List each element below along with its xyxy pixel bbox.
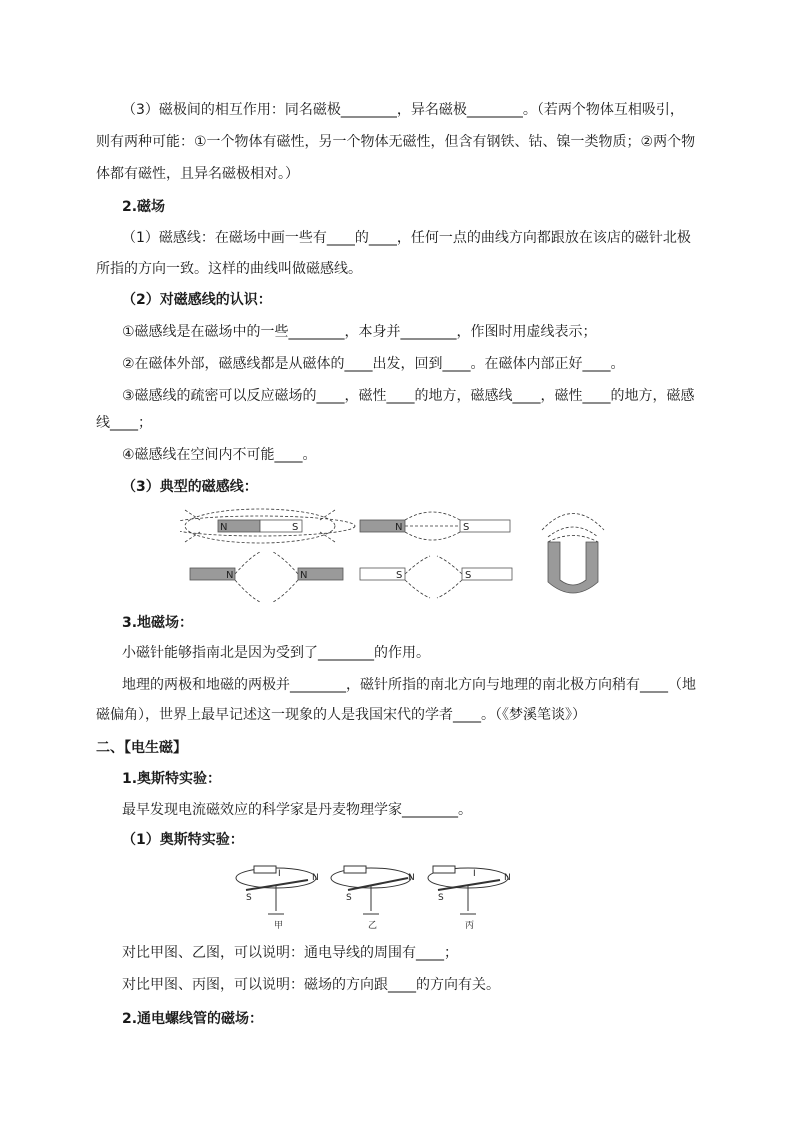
para-geo-2: 地理的两极和地磁的两极并________，磁针所指的南北方向与地理的南北极方向稍有____（地: [122, 677, 696, 693]
item-4: ④磁感线在空间内不可能____。: [122, 447, 317, 463]
svg-text:I: I: [473, 869, 476, 879]
item-2: ②在磁体外部，磁感线都是从磁体的____出发，回到____。在磁体内部正好____。: [122, 356, 625, 372]
svg-text:N: N: [408, 873, 415, 883]
para-compare-2: 对比甲图、丙图，可以说明：磁场的方向跟____的方向有关。: [122, 977, 500, 993]
item-3-line-1: ③磁感线的疏密可以反应磁场的____，磁性____的地方，磁感线____，磁性____的地方，磁感: [122, 388, 695, 404]
svg-text:乙: 乙: [368, 921, 378, 931]
heading-oersted: 1.奥斯特实验：: [122, 771, 222, 787]
svg-text:S: S: [246, 893, 252, 903]
svg-text:N: N: [226, 570, 234, 581]
heading-electromagnetism: 二、【电生磁】: [96, 740, 187, 756]
field-lines-figure: [180, 502, 640, 608]
heading-magnetic-field: 2.磁场: [122, 199, 166, 215]
item-3-line-2: 线____；: [96, 415, 152, 431]
svg-text:S: S: [292, 522, 299, 533]
svg-text:S: S: [463, 522, 470, 533]
item-1: ①磁感线是在磁场中的一些________，本身并________，作图时用虚线表示；: [122, 324, 597, 340]
para-field-lines-1: （1）磁感线：在磁场中画一些有____的____，任何一点的曲线方向都跟放在该店的磁针北极: [122, 230, 691, 246]
svg-text:S: S: [465, 570, 472, 581]
para-magnetic-interaction-3: 体都有磁性，且异名磁极相对。）: [96, 166, 299, 182]
svg-text:N: N: [395, 522, 403, 533]
svg-text:甲: 甲: [274, 921, 284, 931]
para-field-lines-2: 所指的方向一致。这样的曲线叫做磁感线。: [96, 261, 362, 277]
svg-text:S: S: [396, 570, 403, 581]
subheading-typical-lines: （3）典型的磁感线：: [122, 479, 258, 495]
para-compare-1: 对比甲图、乙图，可以说明：通电导线的周围有____；: [122, 945, 458, 961]
svg-text:N: N: [312, 873, 319, 883]
svg-text:N: N: [220, 522, 228, 533]
para-magnetic-interaction-1: （3）磁极间的相互作用：同名磁极________，异名磁极________。（若两个物体互相吸引，: [122, 102, 684, 118]
para-magnetic-interaction-2: 则有两种可能：①一个物体有磁性，另一个物体无磁性，但含有钢铁、钴、镍一类物质；②两个物: [96, 134, 696, 150]
heading-solenoid: 2.通电螺线管的磁场：: [122, 1011, 264, 1027]
svg-text:S: S: [438, 893, 444, 903]
para-geo-1: 小磁针能够指南北是因为受到了________的作用。: [122, 645, 430, 661]
svg-text:S: S: [346, 893, 352, 903]
heading-geomagnetic: 3.地磁场：: [122, 615, 194, 631]
svg-text:I: I: [278, 869, 281, 879]
svg-text:丙: 丙: [465, 921, 475, 931]
oersted-figure: [228, 856, 518, 934]
para-oersted: 最早发现电流磁效应的科学家是丹麦物理学家________。: [122, 802, 472, 818]
para-geo-3: 磁偏角），世界上最早记述这一现象的人是我国宋代的学者____。（《梦溪笔谈》）: [96, 707, 586, 723]
svg-text:N: N: [300, 570, 308, 581]
subheading-oersted-experiment: （1）奥斯特实验：: [122, 832, 244, 848]
subheading-understanding: （2）对磁感线的认识：: [122, 292, 272, 308]
svg-text:N: N: [504, 873, 511, 883]
